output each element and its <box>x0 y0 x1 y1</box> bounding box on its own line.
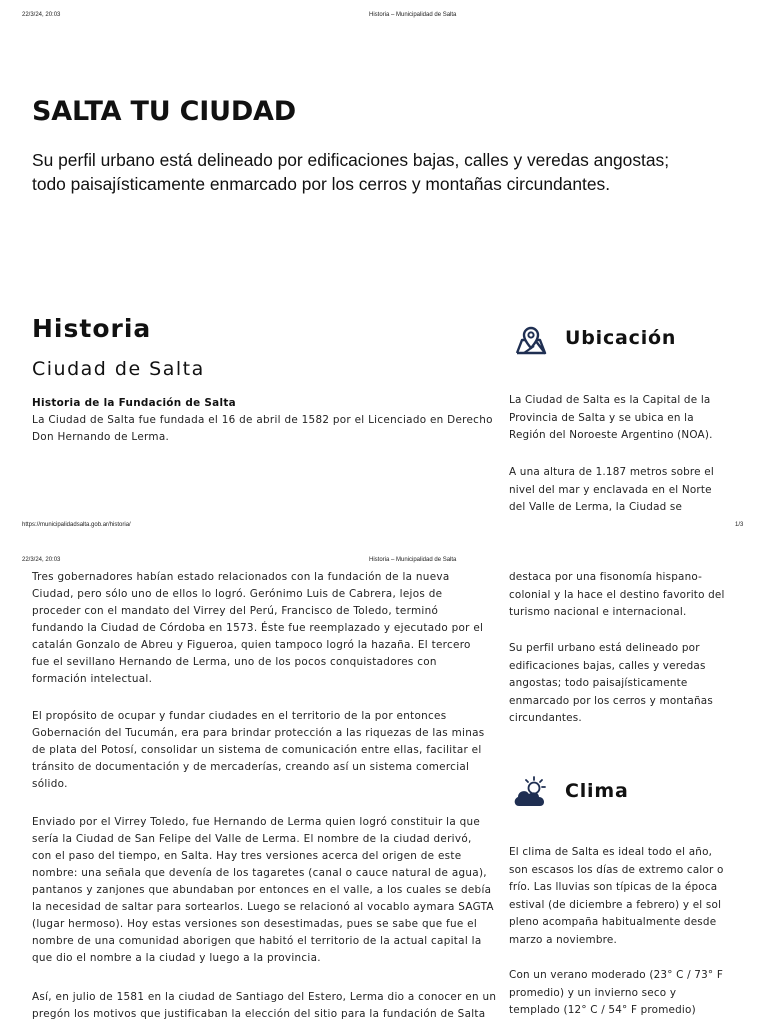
clima-paragraph <box>509 844 749 949</box>
historia-line: nombre de una comunidad aborigen que habitó el territorio de la actual capital la <box>32 935 482 947</box>
clima-line: marzo a noviembre. <box>509 933 617 946</box>
ubicacion-line: circundantes. <box>509 712 582 724</box>
historia-line: proceder con el mandato del Virrey del Perú, Francisco de Toledo, terminó <box>32 605 439 617</box>
ubicacion-line: La Ciudad de Salta es la Capital de la <box>509 394 711 406</box>
historia-line: pantanos y zanjones que abundaban por entonces en el valle, a los cuales se debía <box>32 884 492 896</box>
ubicacion-heading: Ubicación <box>565 327 677 349</box>
clima-line: Con un verano moderado (23° C / 73° F <box>509 969 723 981</box>
fundacion-title: Historia de la Fundación de Salta <box>32 397 236 409</box>
historia-line: de plata del Potosí, consolidar un sistema de comunicación entre ellas, facilitar el <box>32 744 482 756</box>
historia-line: (lugar hermoso). Hoy estas versiones son desestimadas, pues se sabe que fue el <box>32 918 478 930</box>
ubicacion-paragraph <box>509 640 749 728</box>
clima-heading: Clima <box>565 780 629 802</box>
clima-line: promedio) y un invierno seco y <box>509 986 677 999</box>
historia-subheading: Ciudad de Salta <box>32 358 205 380</box>
historia-line: Tres gobernadores habían estado relacionados con la fundación de la nueva <box>32 571 450 583</box>
historia-line: fue el sevillano Hernando de Lerma, uno de los pocos conquistadores con <box>32 656 437 668</box>
historia-line: Ciudad, pero sólo uno de ellos lo logró. Gerónimo Luis de Cabrera, lejos de <box>32 588 443 600</box>
historia-line: sólido. <box>32 778 68 790</box>
ubicacion-paragraph <box>509 569 749 622</box>
hero-title: SALTA TU CIUDAD <box>32 96 296 127</box>
fundacion-block <box>32 395 502 446</box>
ubicacion-line: nivel del mar y enclavada en el Norte <box>509 483 712 496</box>
clima-line: templado (12° C / 54° F promedio) <box>509 1004 696 1016</box>
clima-line: son escasos los días de extremo calor o <box>509 863 724 876</box>
historia-paragraph <box>32 708 502 793</box>
print-doc-title: Historia – Municipalidad de Salta <box>369 557 457 563</box>
hero-subtitle-line: Su perfil urbano está delineado por edificaciones bajas, calles y veredas angostas; <box>32 150 670 170</box>
print-page-number: 1/3 <box>735 522 744 528</box>
historia-line: nombre: una señala que devenía de los tagaretes (canal o cauce natural de agua), <box>32 867 487 879</box>
historia-line: Gobernación del Tucumán, era para brindar protección a las riquezas de las minas <box>32 727 485 739</box>
ubicacion-line: destaca por una fisonomía hispano- <box>509 571 703 583</box>
clima-paragraph <box>509 967 749 1020</box>
ubicacion-line: A una altura de 1.187 metros sobre el <box>509 466 714 478</box>
historia-paragraph <box>32 989 502 1023</box>
fundacion-line: La Ciudad de Salta fue fundada el 16 de abril de 1582 por el Licenciado en Derecho <box>32 414 493 426</box>
fundacion-line: Don Hernando de Lerma. <box>32 431 170 443</box>
ubicacion-paragraph <box>509 392 739 445</box>
clima-line: frío. Las lluvias son típicas de la época <box>509 881 718 893</box>
historia-line: la necesidad de saltar para sortearlos. Luego se relacionó al vocablo aymara SAGTA <box>32 901 494 913</box>
historia-line: formación intelectual. <box>32 673 153 685</box>
ubicacion-line: angostas; todo paisajísticamente <box>509 677 688 689</box>
historia-line: fundando la Ciudad de Córdoba en 1573. Éste fue reemplazado y ejecutado por el <box>32 622 484 634</box>
historia-line: El propósito de ocupar y fundar ciudades en el territorio de la por entonces <box>32 710 447 722</box>
historia-paragraph <box>32 569 502 688</box>
weather-cloud-sun-icon <box>512 776 550 808</box>
hero-subtitle-line: todo paisajísticamente enmarcado por los cerros y montañas circundantes. <box>32 174 611 194</box>
historia-line: que dio el nombre a la ciudad y luego a la provincia. <box>32 952 321 964</box>
ubicacion-line: Provincia de Salta y se ubica en la <box>509 411 694 424</box>
print-datetime: 22/3/24, 20:03 <box>22 557 61 563</box>
ubicacion-line: turismo nacional e internacional. <box>509 606 687 618</box>
ubicacion-line: Su perfil urbano está delineado por <box>509 642 700 654</box>
ubicacion-line: del Valle de Lerma, la Ciudad se <box>509 501 683 513</box>
historia-line: catalán Gonzalo de Abreu y Figueroa, quien tampoco logró la hazaña. El tercero <box>32 639 471 651</box>
ubicacion-line: colonial y la hace el destino favorito del <box>509 588 725 601</box>
historia-line: Así, en julio de 1581 en la ciudad de Santiago del Estero, Lerma dio a conocer en un <box>32 991 497 1003</box>
historia-line: con el paso del tiempo, en Salta. Hay tres versiones acerca del origen de este <box>32 850 462 862</box>
ubicacion-paragraph <box>509 464 739 517</box>
historia-line: pregón los motivos que justificaban la elección del sitio para la fundación de Salta <box>32 1008 486 1020</box>
ubicacion-line: edificaciones bajas, calles y veredas <box>509 659 706 672</box>
historia-line: Enviado por el Virrey Toledo, fue Hernando de Lerma quien logró constituir la que <box>32 816 481 828</box>
clima-line: pleno acompaña habitualmente desde <box>509 916 717 928</box>
ubicacion-line: Región del Noroeste Argentino (NOA). <box>509 429 713 441</box>
print-url[interactable]: https://municipalidadsalta.gob.ar/historia/ <box>22 522 131 528</box>
clima-line: estival (de diciembre a febrero) y el sol <box>509 898 722 911</box>
historia-paragraph <box>32 814 502 967</box>
print-datetime: 22/3/24, 20:03 <box>22 12 61 18</box>
historia-line: sería la Ciudad de San Felipe del Valle de Lerma. El nombre de la ciudad derivó, <box>32 833 472 845</box>
ubicacion-line: enmarcado por los cerros y montañas <box>509 694 713 707</box>
map-location-icon <box>514 326 548 356</box>
hero-subtitle <box>32 148 722 196</box>
print-doc-title: Historia – Municipalidad de Salta <box>369 12 457 18</box>
historia-heading: Historia <box>32 314 152 343</box>
clima-line: El clima de Salta es ideal todo el año, <box>509 846 713 858</box>
historia-line: tránsito de documentación y de mercaderías, creando así un sistema comercial <box>32 761 470 773</box>
